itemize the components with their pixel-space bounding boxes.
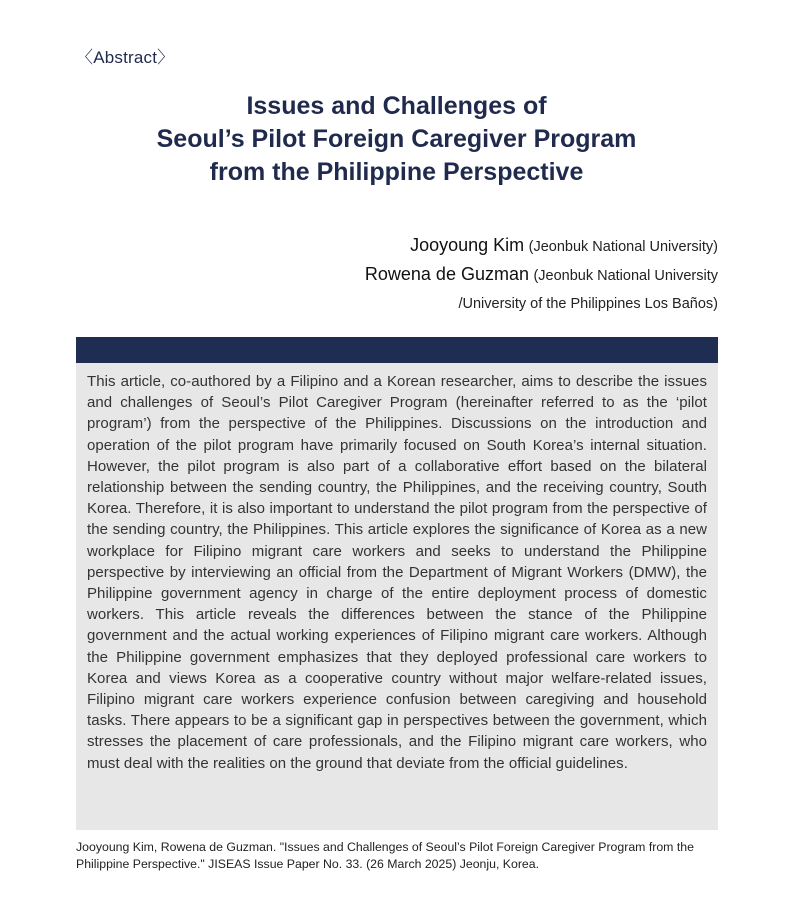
author-line-2 — [365, 261, 718, 290]
author-name: Rowena de Guzman — [364, 264, 529, 284]
abstract-label: 〈Abstract〉 — [76, 48, 175, 67]
author-block — [365, 232, 718, 318]
title-line-2: Seoul’s Pilot Foreign Caregiver Program — [156, 125, 637, 153]
author-line-1 — [365, 232, 718, 261]
author-affiliation: (Jeonbuk National University) — [528, 239, 718, 255]
page-title — [0, 90, 793, 189]
title-line-3: from the Philippine Perspective — [209, 158, 584, 186]
abstract-body: This article, co-authored by a Filipino and a Korean researcher, aims to describe the issues and challenges of Seoul’s Pilot Caregiver Program (hereinafter referred to as the ‘pilot program’) from the perspective of the Philippines. Discussions on the introduction and operation of the pilot program have primarily focused on South Korea’s internal situation. However, the pilot program is also part of a collaborative effort based on the bilateral relationship between the sending country, the Philippines, and the receiving country, South Korea. Therefore, it is also important to understand the pilot program from the perspective of the sending country, the Philippines. This article explores the significance of Korea as a new workplace for Filipino migrant care workers and seeks to understand the Philippine perspective by interviewing an official from the Department of Migrant Workers (DMW), the Philippine government agency in charge of the entire deployment process of domestic workers. This article reveals the differences between the stance of the Philippine government and the actual working experiences of Filipino migrant care workers. Although the Philippine government emphasizes that they deployed professional care workers to Korea and views Korea as a cooperative country without major welfare-related issues, Filipino migrant care workers experience confusion between caregiving and household tasks. There appears to be a significant gap in perspectives between the government, which stresses the placement of care professionals, and the Filipino migrant care workers, who must deal with the realities on the ground that deviate from the official guidelines. — [87, 373, 707, 772]
citation: Jooyoung Kim, Rowena de Guzman. "Issues and Challenges of Seoul’s Pilot Foreign Caregiver Program from the Philippine Perspective." JISEAS Issue Paper No. 33. (26 March 2025) Jeonju, Korea. — [76, 840, 694, 871]
abstract-header-bar — [76, 337, 718, 363]
title-line-1: Issues and Challenges of — [246, 92, 547, 120]
author-name: Jooyoung Kim — [410, 235, 525, 255]
author-affiliation-continued: /University of the Philippines Los Baños) — [458, 296, 718, 312]
author-line-3 — [365, 290, 718, 318]
abstract-box — [76, 363, 718, 830]
author-affiliation: (Jeonbuk National University — [533, 268, 718, 284]
